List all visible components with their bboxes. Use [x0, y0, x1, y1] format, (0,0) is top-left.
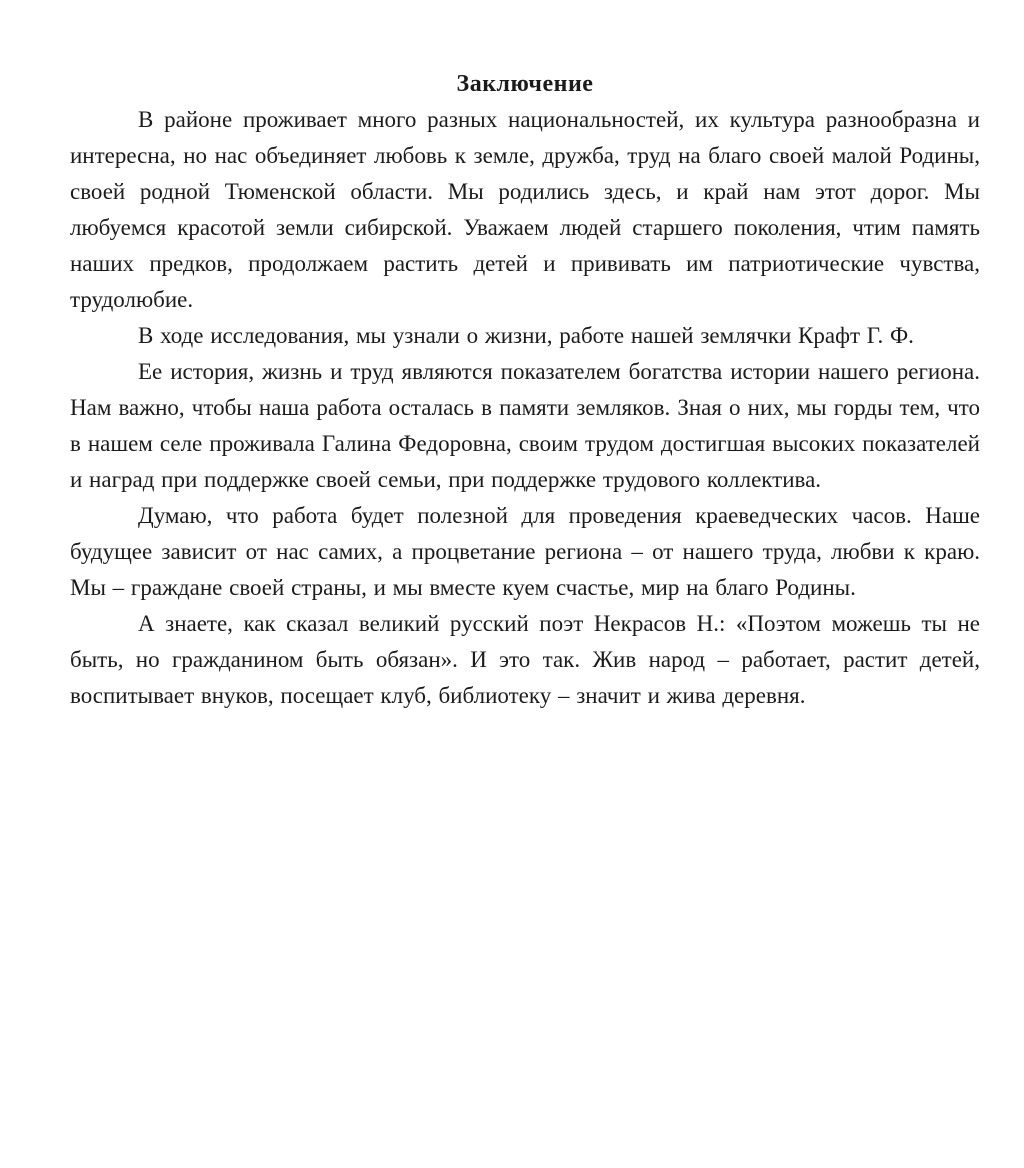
paragraph: В районе проживает много разных национальностей, их культура разнообразна и интересна, но нас объединяет любовь к земле, дружба, труд на благо своей малой Родины, своей родной Тюменской области. Мы родились здесь, и край нам этот дорог. Мы любуемся красотой земли сибирской. Уважаем людей старшего поколения, чтим память наших предков, продолжаем растить детей и прививать им патриотические чувства, трудолюбие.: [70, 107, 980, 312]
paragraph: В ходе исследования, мы узнали о жизни, работе нашей землячки Крафт Г. Ф.: [138, 323, 914, 348]
page-title: Заключение: [456, 71, 594, 97]
paragraph: Ее история, жизнь и труд являются показателем богатства истории нашего региона. Нам важно, чтобы наша работа осталась в памяти земляков. Зная о них, мы горды тем, что в нашем селе проживала Галина Федоровна, своим трудом достигшая высоких показателей и наград при поддержке своей семьи, при поддержке трудового коллектива.: [70, 359, 980, 492]
paragraph: Думаю, что работа будет полезной для проведения краеведческих часов. Наше будущее зависит от нас самих, а процветание региона – от нашего труда, любви к краю. Мы – граждане своей страны, и мы вместе куем счастье, мир на благо Родины.: [70, 503, 980, 600]
paragraph: А знаете, как сказал великий русский поэт Некрасов Н.: «Поэтом можешь ты не быть, но гражданином быть обязан». И это так. Жив народ – работает, растит детей, воспитывает внуков, посещает клуб, библиотеку – значит и жива деревня.: [70, 611, 980, 708]
